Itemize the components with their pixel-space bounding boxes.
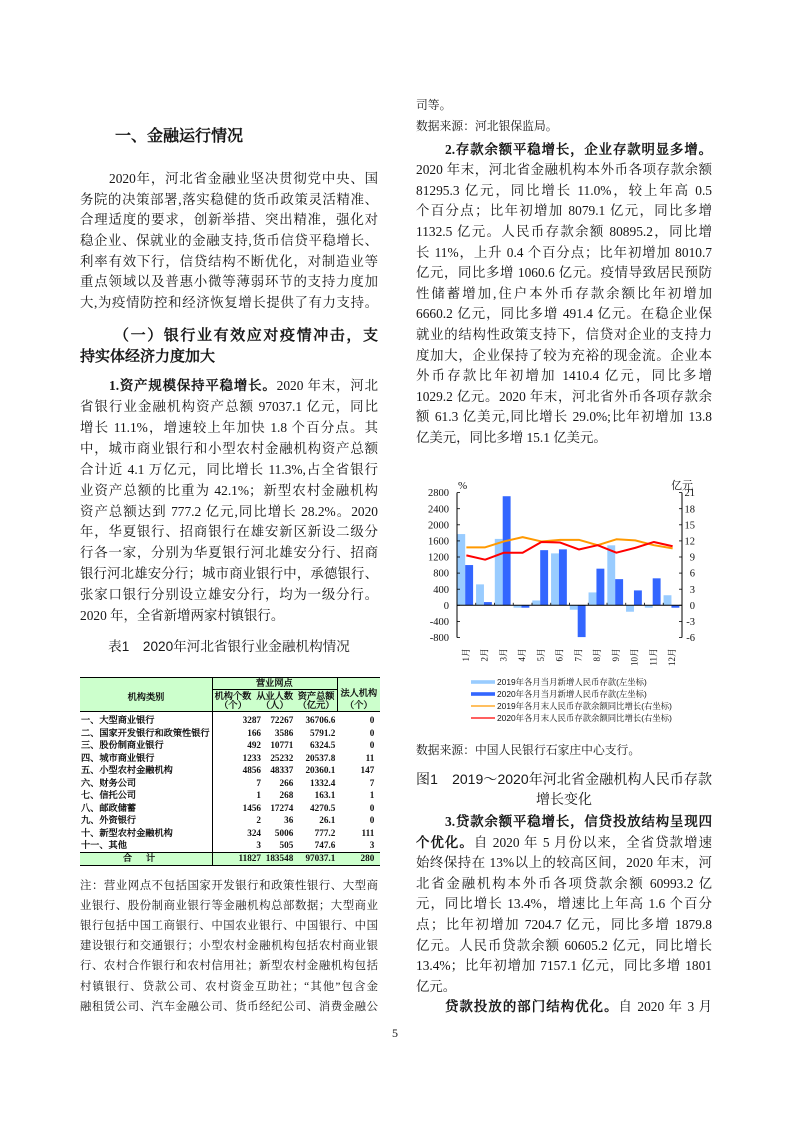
- x-axis-category-label: 9月: [610, 648, 621, 662]
- intro-paragraph: [80, 169, 378, 314]
- header-unit: （个）: [219, 699, 247, 710]
- chart-bar: [626, 605, 634, 611]
- table-row: [80, 777, 380, 790]
- right-axis-tick-label: 12: [684, 536, 695, 548]
- cell-assets: 36706.6: [305, 715, 336, 725]
- text-line: 亿元，同比多增 1060.6 亿元。疫情导致居民预防: [416, 265, 712, 281]
- text-line: 增长 11.1%，增速较上年加快 1.8 个百分点。其: [80, 419, 378, 435]
- text-line: 行各一家，分别为华夏银行河北雄安分行、招商: [80, 545, 378, 561]
- bank-institutions-table: [80, 677, 380, 867]
- header-unit: （个）: [345, 700, 373, 710]
- cell-assets: 20360.1: [305, 765, 336, 775]
- cell-assets: 26.1: [319, 815, 336, 825]
- cell-branches: 4856: [242, 765, 261, 775]
- text-line: 稳企业、保就业的金融支持,货币信贷平稳增长、: [80, 233, 378, 249]
- subsection-heading: [80, 325, 378, 367]
- run-in-heading: 2.存款余额平稳增长，企业存款明显多增。: [445, 141, 712, 157]
- text-line: 性储蓄增加,住户本外币存款余额比年初增加: [416, 285, 712, 301]
- left-axis-tick-label: 0: [443, 600, 449, 612]
- cell-legal-entities: 0: [369, 715, 375, 725]
- chart-bar: [570, 605, 578, 609]
- chart-bar: [532, 600, 540, 605]
- text-line: 合计近 4.1 万亿元，同比增长 11.3%,占全省银行: [80, 461, 378, 477]
- run-in-heading: 贷款投放的部门结构优化。: [445, 999, 619, 1015]
- text-line: 合理适度的要求，创新举措、突出精准，强化对: [80, 212, 378, 228]
- text-line: 1029.2 亿元。2020 年末，河北省外币各项存款余: [416, 388, 712, 404]
- cell-legal-entities: 0: [369, 727, 375, 738]
- heading-line: （一）银行业有效应对疫情冲击，支: [114, 326, 378, 344]
- cell-category: 三、股份制商业银行: [81, 740, 164, 750]
- chart-bar: [476, 584, 484, 605]
- x-axis-category-label: 7月: [573, 648, 584, 662]
- text-line: 资产总额达到 777.2 亿元,同比增长 28.2%。2020: [80, 503, 378, 519]
- text-line: 亿美元，同比多增 15.1 亿美元。: [416, 430, 607, 445]
- text-line: 省银行业金融机构资产总额 97037.1 亿元，同比: [80, 399, 378, 415]
- cell-legal-entities: 11: [365, 752, 375, 763]
- chart-source: 数据来源：中国人民银行石家庄中心支行。: [416, 743, 641, 757]
- x-axis-category-label: 3月: [498, 648, 509, 662]
- legend-swatch-bar: [471, 680, 495, 684]
- cell-category: 十一、其他: [81, 840, 127, 850]
- text-line: 中，城市商业银行和小型农村金融机构资产总额: [80, 440, 378, 456]
- text-line: 务院的决策部署,落实稳健的货币政策灵活精准、: [80, 191, 378, 207]
- cell-staff: 3586: [274, 727, 294, 738]
- chart-bar: [540, 550, 548, 605]
- header-label: 资产总额: [297, 691, 335, 701]
- cell-staff: 10771: [270, 740, 294, 750]
- left-axis-unit-label: %: [458, 480, 468, 492]
- text-line: 亿元。: [416, 978, 457, 994]
- header-unit: （亿元）: [297, 699, 335, 710]
- loans-paragraph: [416, 812, 712, 1018]
- right-axis-tick-label: 15: [684, 520, 695, 532]
- cell-assets: 5791.2: [310, 727, 336, 738]
- right-axis-tick-label: 0: [689, 600, 695, 612]
- text-line: 2020 年，全省新增两家村镇银行。: [80, 607, 285, 623]
- cell-staff: 17274: [270, 802, 294, 813]
- cell-assets: 163.1: [314, 790, 336, 800]
- text-line: 年，华夏银行、招商银行在雄安新区新设二级分: [80, 524, 378, 540]
- text-line: 81295.3 亿元，同比增长 11.0%，较上年高 0.5: [416, 182, 712, 198]
- text-line: 个百分点；比年初增加 8079.1 亿元，同比多增: [416, 203, 712, 219]
- run-in-heading: 1.资产规模保持平稳增长。: [109, 378, 277, 394]
- cell-branches: 1: [256, 790, 261, 800]
- cell-legal-entities: 147: [360, 765, 375, 775]
- left-axis-tick-label: 2400: [428, 504, 449, 516]
- caption-line: 图1 2019～2020年河北省金融机构人民币存款: [416, 771, 712, 788]
- cell-assets: 4270.5: [310, 802, 336, 813]
- cell-category: 四、城市商业银行: [81, 752, 155, 763]
- header-total-assets: [296, 692, 337, 709]
- x-axis-category-label: 4月: [517, 648, 528, 662]
- chart-bar: [495, 539, 503, 605]
- cell-staff: 25232: [270, 752, 294, 763]
- run-in-heading: 3.贷款余额平稳增长，信贷投放结构呈现四: [445, 814, 712, 829]
- right-axis-tick-label: 3: [689, 584, 695, 596]
- chart-bar: [589, 592, 597, 605]
- table-row: [80, 714, 380, 727]
- table-header: [80, 677, 380, 712]
- cell-staff: 5006: [274, 827, 294, 838]
- text-line: 长 11%，上升 0.4 个百分点；比年初增加 8010.7: [416, 244, 712, 260]
- cell-category: 一、大型商业银行: [81, 715, 155, 725]
- text-line: 业资产总额的比重为 42.1%；新型农村金融机构: [80, 482, 378, 498]
- text-line: 重点领域以及普惠小微等薄弱环节的支持力度加: [80, 274, 378, 290]
- table-caption: 表1 2020年河北省银行业金融机构情况: [108, 639, 350, 654]
- text-line: 元，同比增长 13.4%，增速比上年高 1.6 个百分: [416, 896, 712, 912]
- legend-swatch-bar: [471, 692, 495, 696]
- text-line: 1132.5 亿元。人民币存款余额 80895.2，同比增: [416, 224, 712, 240]
- cell-staff: 48337: [270, 765, 294, 775]
- right-axis-tick-label: 9: [689, 552, 695, 564]
- header-legal-entities: [337, 678, 380, 712]
- cell-assets: 97037.1: [305, 853, 336, 863]
- text-line: 张家口银行分别设立雄安分行，均为一级分行。: [80, 587, 378, 603]
- x-axis-category-label: 12月: [667, 648, 678, 667]
- left-axis-tick-label: 400: [433, 584, 449, 596]
- cell-staff: 72267: [270, 715, 294, 725]
- cell-staff: 266: [279, 777, 294, 788]
- cell-branches: 324: [247, 827, 261, 838]
- cell-branches: 3: [256, 840, 261, 850]
- cell-legal-entities: 7: [369, 777, 375, 788]
- text-line: 北省金融机构本外币各项贷款余额 60993.2 亿: [416, 875, 712, 891]
- text-line: 额 61.3 亿美元,同比增长 29.0%;比年初增加 13.8: [416, 409, 712, 425]
- text-line: 度加大，企业保持了较为充裕的现金流。企业本: [416, 347, 712, 363]
- cell-branches: 1456: [242, 802, 261, 813]
- header-label: 法人机构: [340, 688, 378, 698]
- heading-line: 持实体经济力度加大: [80, 347, 216, 365]
- note-line: 银行包括中国工商银行、中国农业银行、中国银行、中国: [80, 919, 378, 932]
- deposits-paragraph: [416, 140, 712, 449]
- cell-legal-entities: 3: [369, 840, 375, 850]
- cell-legal-entities: 0: [369, 802, 375, 813]
- chart-bar: [615, 579, 623, 605]
- x-axis-category-label: 8月: [592, 648, 603, 662]
- cell-legal-entities: 0: [369, 815, 375, 825]
- cell-category: 九、外资银行: [81, 815, 137, 825]
- text-line: 6660.2 亿元，同比多增 491.4 亿元。在稳企业保: [416, 306, 712, 322]
- line-text: 自 2020 年 3 月: [618, 999, 712, 1015]
- cell-assets: 6324.5: [310, 740, 336, 750]
- page-number: 5: [392, 1026, 398, 1040]
- cell-total-label: 合计: [122, 853, 170, 863]
- table-row: [80, 727, 380, 740]
- text-line: 外币存款比年初增加 1410.4 亿元，同比多增: [416, 368, 712, 384]
- chart-bar: [465, 565, 473, 605]
- right-axis-tick-label: 21: [684, 488, 695, 500]
- table-source: 数据来源：河北银保监局。: [416, 118, 558, 133]
- text-line: 银行河北雄安分行；城市商业银行中，承德银行、: [80, 566, 378, 582]
- cell-staff: 183548: [265, 853, 294, 863]
- cell-branches: 1233: [242, 752, 261, 763]
- cell-branches: 3287: [242, 715, 261, 725]
- right-axis-unit-label: 亿元: [671, 480, 693, 492]
- table-row: [80, 764, 380, 777]
- chart-bar: [607, 545, 615, 605]
- text-line: 大,为疫情防控和经济恢复增长提供了有力支持。: [80, 295, 378, 311]
- x-axis-category-label: 2月: [479, 648, 490, 662]
- section-title: 一、金融运行情况: [115, 128, 244, 145]
- header-staff-count: [254, 692, 296, 709]
- right-axis-tick-label: -6: [686, 633, 695, 645]
- left-axis-tick-label: -400: [429, 617, 449, 628]
- cell-category: 二、国家开发银行和政策性银行: [81, 727, 210, 738]
- line-text: 2020 年末，河北: [276, 378, 378, 394]
- text-line: [416, 833, 712, 854]
- chart-bar: [503, 496, 511, 605]
- table-row: [80, 814, 380, 827]
- left-axis-tick-label: 2000: [428, 520, 449, 532]
- table-note: [80, 876, 378, 1017]
- cell-legal-entities: 111: [361, 827, 375, 838]
- table-column-divider: [212, 677, 213, 866]
- left-axis-tick-label: 1200: [428, 552, 449, 564]
- cell-assets: 777.2: [314, 827, 336, 838]
- text-line: 13.4%；比年初增加 7157.1 亿元，同比多增 1801: [416, 958, 712, 974]
- chart-bar: [664, 595, 672, 605]
- note-continuation: 司等。: [416, 98, 452, 112]
- chart-bar: [551, 553, 559, 605]
- text-line: [416, 812, 712, 833]
- note-line: 行、农村合作银行和农村信用社；新型农村金融机构包括: [80, 960, 378, 973]
- run-in-heading: 个优化。: [416, 834, 474, 850]
- cell-staff: 36: [284, 815, 294, 825]
- left-axis-tick-label: 1600: [428, 536, 449, 548]
- text-line: 2020 年末，河北省金融机构本外币各项存款余额: [416, 162, 712, 178]
- x-axis-category-label: 5月: [535, 648, 546, 662]
- x-axis-category-label: 10月: [629, 648, 640, 667]
- header-branch-count: [212, 692, 254, 709]
- note-line: 建设银行和交通银行；小型农村金融机构包括农村商业银: [80, 940, 378, 953]
- cell-category: 五、小型农村金融机构: [81, 765, 173, 775]
- chart-bar: [578, 605, 586, 637]
- note-line: 融租赁公司、汽车金融公司、货币经纪公司、消费金融公: [80, 1000, 378, 1013]
- note-line: 村镇银行、贷款公司、农村资金互助社；“其他”包含金: [80, 980, 378, 993]
- right-axis-tick-label: -3: [686, 617, 695, 628]
- cell-assets: 1332.4: [310, 777, 336, 788]
- text-line: [416, 140, 712, 161]
- header-category: 机构类别: [127, 691, 165, 702]
- header-branches-group: 营业网点: [212, 678, 337, 690]
- chart-bar: [457, 534, 465, 605]
- header-label: 机构个数: [214, 691, 252, 701]
- left-axis-tick-label: -800: [429, 633, 449, 645]
- x-axis-category-label: 1月: [460, 648, 471, 662]
- assets-paragraph: [80, 376, 378, 627]
- chart-bar: [559, 549, 567, 605]
- table-row: [80, 839, 380, 852]
- cell-branches: 166: [247, 727, 261, 738]
- text-line: [416, 997, 712, 1018]
- text-line: 点；比年初增加 7204.7 亿元，同比多增 1879.8: [416, 916, 712, 932]
- table-row: [80, 752, 380, 765]
- cell-category: 七、信托公司: [81, 790, 137, 800]
- chart-bar: [596, 569, 604, 606]
- cell-legal-entities: 280: [360, 853, 375, 863]
- table-row: [80, 827, 380, 840]
- table-total-row: [80, 852, 380, 866]
- note-line: 注：营业网点不包括国家开发银行和政策性银行、大型商: [80, 879, 378, 892]
- cell-staff: 268: [279, 790, 294, 800]
- cell-branches: 492: [247, 740, 261, 750]
- line-text: 自 2020 年 5 月份以来，全省贷款增速: [473, 834, 712, 850]
- cell-category: 十、新型农村金融机构: [81, 827, 173, 838]
- legend-label: 2019年各月末人民币存款余额同比增长(右坐标): [497, 701, 672, 711]
- legend-label: 2020年各月末人民币存款余额同比增长(右坐标): [497, 713, 672, 723]
- left-axis-tick-label: 800: [433, 568, 449, 580]
- cell-branches: 2: [256, 815, 261, 825]
- cell-category: 六、财务公司: [81, 777, 137, 788]
- x-axis-category-label: 11月: [648, 648, 659, 666]
- header-unit: （人）: [260, 699, 289, 710]
- chart-bar: [653, 578, 661, 605]
- note-line: 业银行、股份制商业银行等金融机构总部数据；大型商业: [80, 899, 378, 912]
- header-label: 从业人数: [256, 691, 294, 701]
- right-axis-tick-label: 6: [689, 568, 695, 580]
- legend-label: 2020年各月当月新增人民币存款(左坐标): [497, 689, 647, 699]
- cell-branches: 11827: [238, 853, 261, 863]
- text-line: 始终保持在 13%以上的较高区间，2020 年末，河: [416, 855, 712, 871]
- deposit-chart-svg: [416, 478, 712, 728]
- cell-legal-entities: 1: [369, 790, 375, 800]
- table-row: [80, 802, 380, 815]
- legend-label: 2019年各月当月新增人民币存款(左坐标): [497, 677, 647, 687]
- cell-legal-entities: 0: [369, 740, 375, 750]
- text-line: [80, 376, 378, 397]
- right-axis-tick-label: 18: [684, 504, 695, 516]
- table-row: [80, 739, 380, 752]
- text-line: 就业的结构性政策支持下，信贷对企业的支持力: [416, 327, 712, 343]
- text-line: 利率有效下行，信贷结构不断优化，对制造业等: [80, 253, 378, 269]
- cell-staff: 505: [279, 840, 294, 850]
- cell-category: 八、邮政储蓄: [81, 802, 137, 813]
- cell-branches: 7: [256, 777, 261, 788]
- cell-assets: 747.6: [314, 840, 336, 850]
- text-line: 亿元。人民币贷款余额 60605.2 亿元，同比增长: [416, 937, 712, 953]
- table-row: [80, 789, 380, 802]
- text-line: 2020年，河北省金融业坚决贯彻党中央、国: [109, 171, 378, 186]
- x-axis-category-label: 6月: [554, 648, 565, 662]
- figure-caption: [416, 770, 712, 809]
- chart-bar: [634, 590, 642, 605]
- caption-line: 增长变化: [536, 790, 592, 807]
- left-axis-tick-label: 2800: [428, 488, 449, 500]
- cell-assets: 20537.8: [305, 752, 336, 763]
